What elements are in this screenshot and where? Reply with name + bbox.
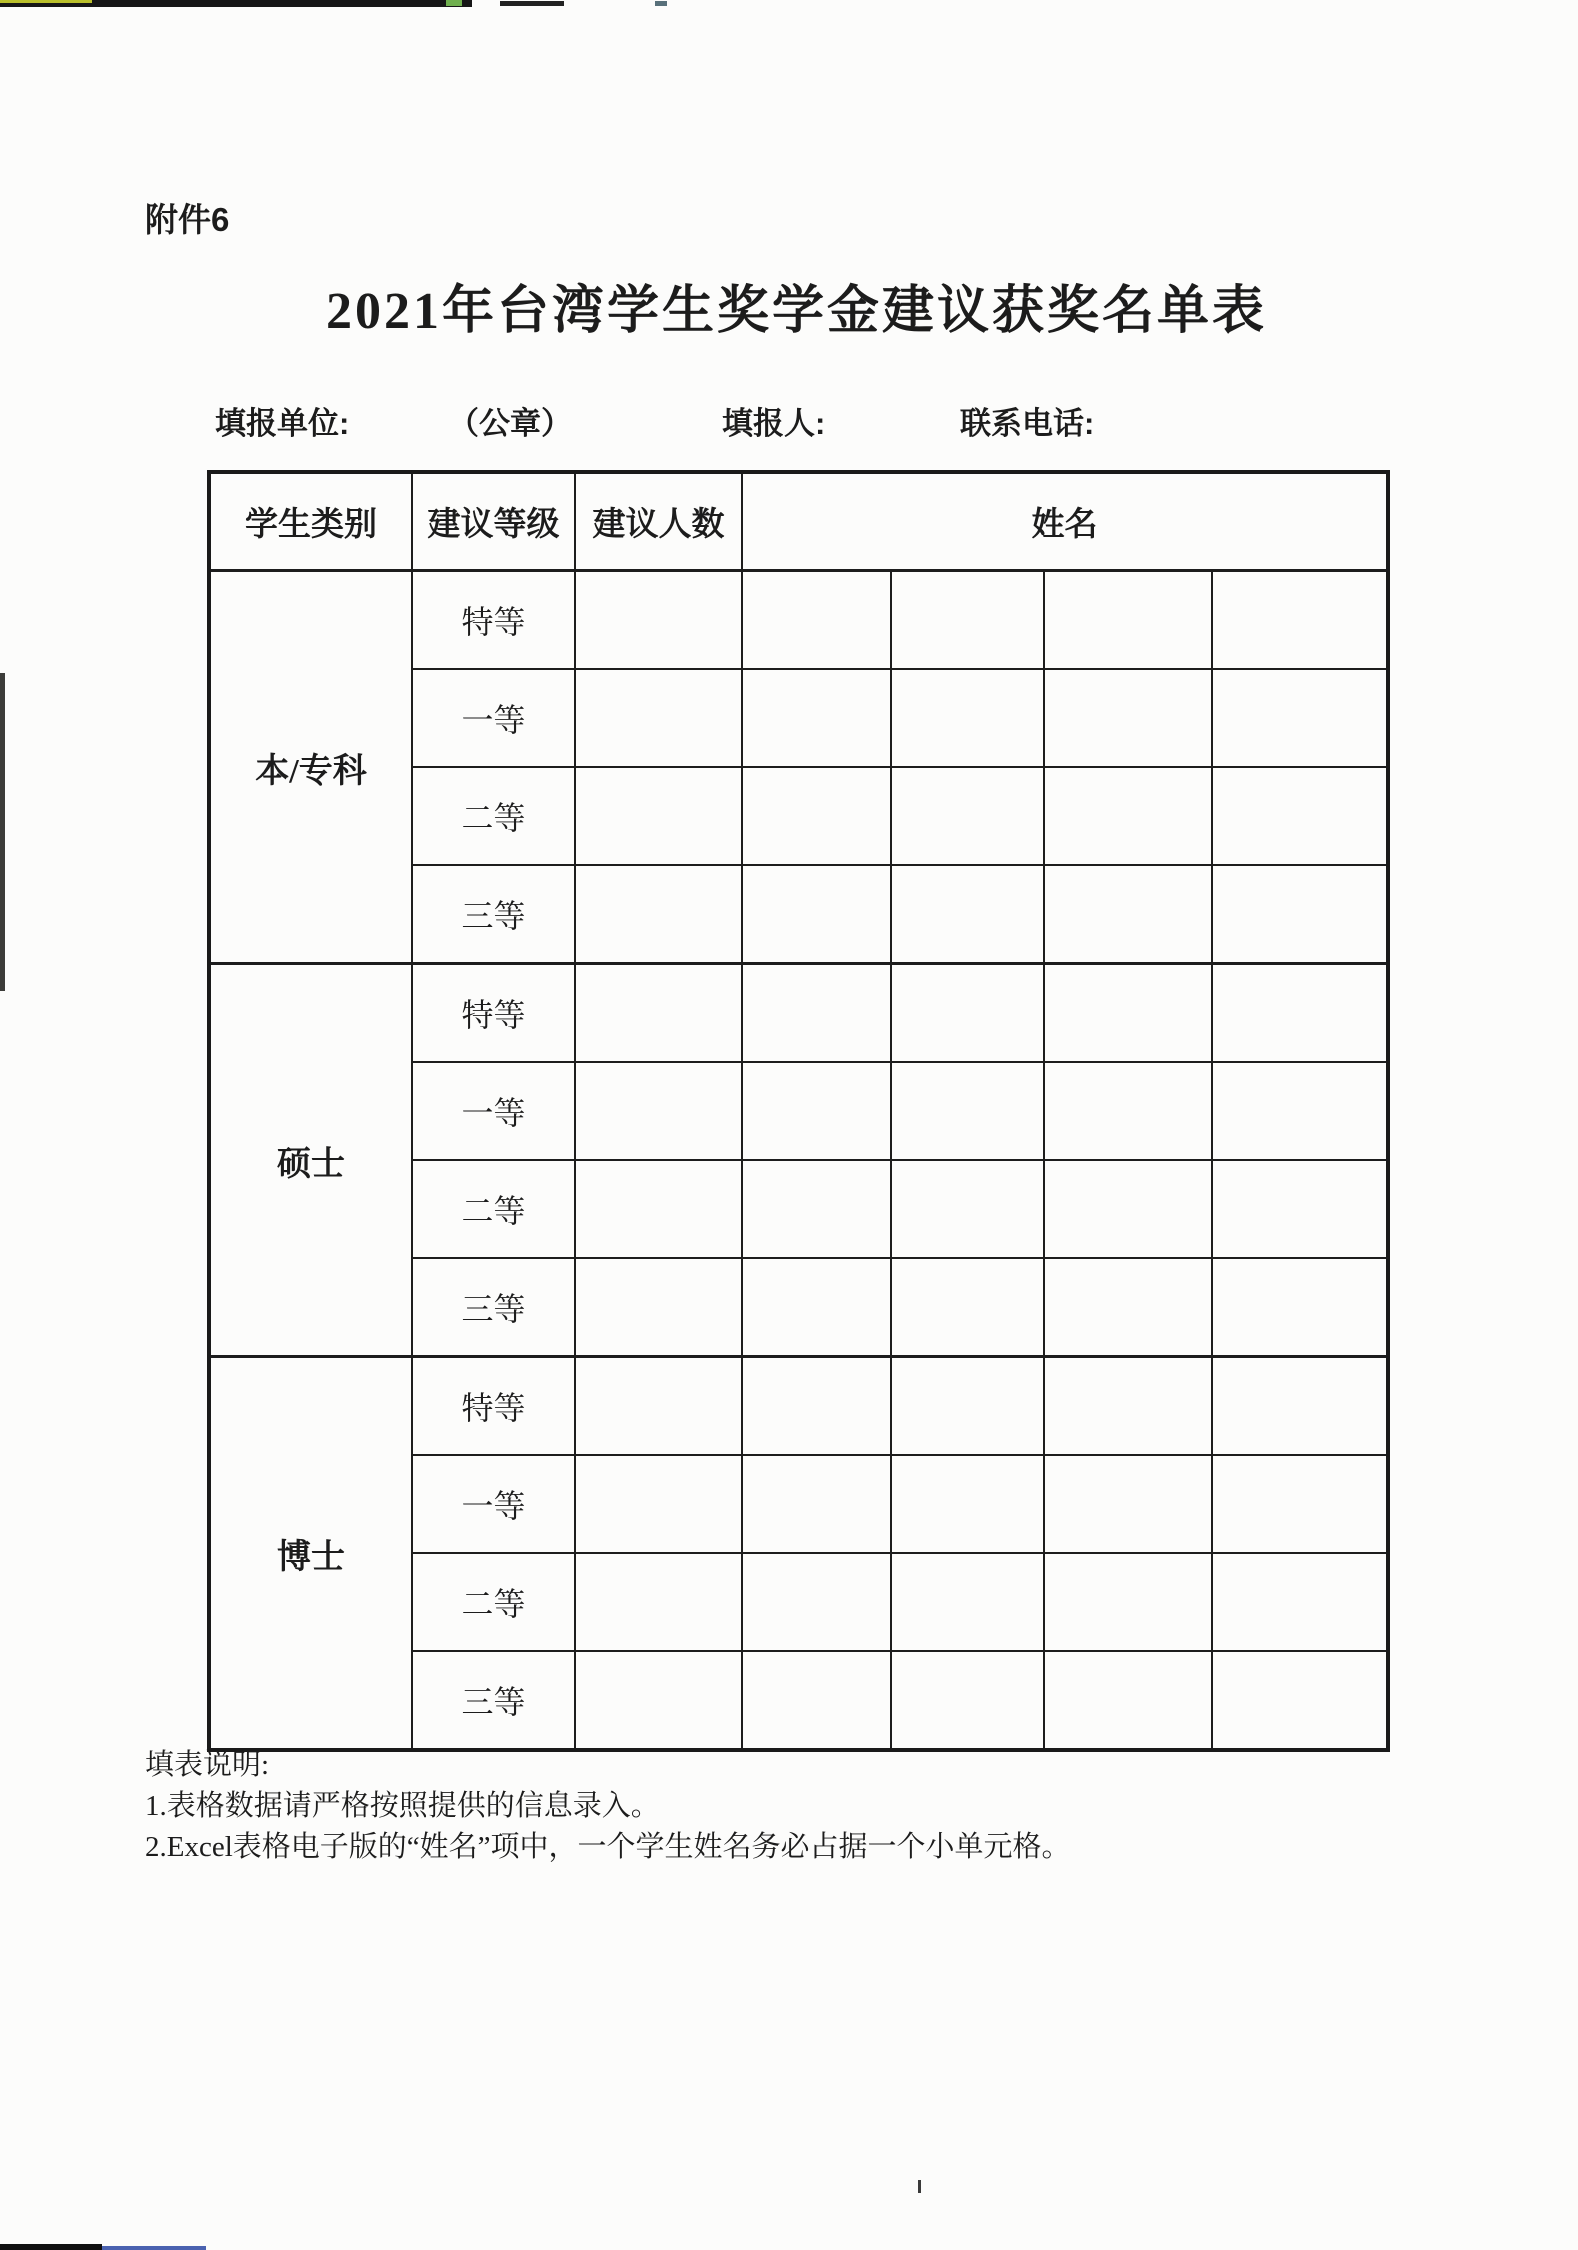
notes-heading: 填表说明: [145, 1749, 270, 1781]
name-cell [1212, 669, 1388, 767]
name-cell [1212, 1455, 1388, 1553]
name-cell [742, 571, 891, 670]
grade-cell: 特等 [412, 964, 575, 1063]
name-cell [1044, 1455, 1212, 1553]
grade-cell: 三等 [412, 1651, 575, 1750]
note-item-1: 1.表格数据请严格按照提供的信息录入。 [145, 1790, 660, 1822]
name-cell [1044, 1553, 1212, 1651]
count-cell [575, 865, 742, 964]
attachment-label: 附件6 [145, 201, 230, 238]
scholarship-table [207, 470, 1390, 1752]
category-cell: 本/专科 [209, 571, 412, 964]
name-cell [742, 1357, 891, 1456]
grade-cell: 一等 [412, 1455, 575, 1553]
name-cell [891, 1258, 1044, 1357]
name-cell [742, 1455, 891, 1553]
name-cell [891, 865, 1044, 964]
name-cell [742, 1062, 891, 1160]
count-cell [575, 571, 742, 670]
name-cell [1212, 1357, 1388, 1456]
name-cell [891, 1357, 1044, 1456]
scan-artifact-top-green [446, 0, 462, 6]
scan-artifact-top-yellow [0, 0, 92, 3]
name-cell [1212, 865, 1388, 964]
name-cell [742, 964, 891, 1063]
name-cell [1044, 767, 1212, 865]
name-cell [1212, 1651, 1388, 1750]
count-cell [575, 1062, 742, 1160]
seal-note: （公章） [448, 406, 572, 441]
name-cell [891, 571, 1044, 670]
name-cell [1044, 1160, 1212, 1258]
grade-cell: 特等 [412, 1357, 575, 1456]
category-cell: 博士 [209, 1357, 412, 1751]
name-cell [1044, 571, 1212, 670]
name-cell [891, 1160, 1044, 1258]
name-cell [1044, 1651, 1212, 1750]
grade-cell: 三等 [412, 1258, 575, 1357]
name-cell [1212, 1553, 1388, 1651]
name-cell [1212, 964, 1388, 1063]
name-cell [742, 669, 891, 767]
name-cell [1212, 1160, 1388, 1258]
column-header-student-category: 学生类别 [209, 472, 412, 571]
note-item-2: 2.Excel表格电子版的“姓名”项中，一个学生姓名务必占据一个小单元格。 [145, 1831, 1071, 1863]
count-cell [575, 1553, 742, 1651]
scan-artifact-bottom-blue [102, 2246, 206, 2250]
name-cell [742, 1160, 891, 1258]
name-cell [1044, 964, 1212, 1063]
grade-cell: 二等 [412, 1553, 575, 1651]
grade-cell: 二等 [412, 767, 575, 865]
phone-label: 联系电话: [960, 406, 1095, 441]
name-cell [742, 1258, 891, 1357]
count-cell [575, 1651, 742, 1750]
name-cell [742, 865, 891, 964]
name-cell [742, 767, 891, 865]
scan-artifact-bottom-dark [0, 2244, 102, 2250]
count-cell [575, 767, 742, 865]
count-cell [575, 1357, 742, 1456]
scan-artifact-tick [918, 2180, 921, 2193]
column-header-suggested-grade: 建议等级 [412, 472, 575, 571]
name-cell [1212, 767, 1388, 865]
count-cell [575, 669, 742, 767]
grade-cell: 一等 [412, 1062, 575, 1160]
name-cell [891, 1553, 1044, 1651]
column-header-names: 姓名 [742, 472, 1388, 571]
count-cell [575, 1455, 742, 1553]
name-cell [1044, 1258, 1212, 1357]
category-cell: 硕士 [209, 964, 412, 1357]
grade-cell: 一等 [412, 669, 575, 767]
count-cell [575, 1160, 742, 1258]
name-cell [891, 669, 1044, 767]
name-cell [742, 1553, 891, 1651]
grade-cell: 三等 [412, 865, 575, 964]
count-cell [575, 964, 742, 1063]
grade-cell: 特等 [412, 571, 575, 670]
name-cell [891, 767, 1044, 865]
name-cell [1212, 571, 1388, 670]
grade-cell: 二等 [412, 1160, 575, 1258]
name-cell [891, 1062, 1044, 1160]
name-cell [1044, 865, 1212, 964]
name-cell [891, 1651, 1044, 1750]
column-header-suggested-count: 建议人数 [575, 472, 742, 571]
unit-label: 填报单位: [215, 406, 350, 441]
name-cell [1212, 1258, 1388, 1357]
name-cell [1044, 669, 1212, 767]
scan-artifact-left-edge [0, 673, 5, 991]
scan-artifact-top-strip-2 [500, 1, 564, 6]
count-cell [575, 1258, 742, 1357]
page-title: 2021年台湾学生奖学金建议获奖名单表 [325, 283, 1267, 340]
name-cell [742, 1651, 891, 1750]
filler-label: 填报人: [722, 406, 826, 441]
scan-artifact-top-speck [655, 1, 667, 6]
name-cell [891, 964, 1044, 1063]
name-cell [1212, 1062, 1388, 1160]
name-cell [891, 1455, 1044, 1553]
name-cell [1044, 1357, 1212, 1456]
name-cell [1044, 1062, 1212, 1160]
